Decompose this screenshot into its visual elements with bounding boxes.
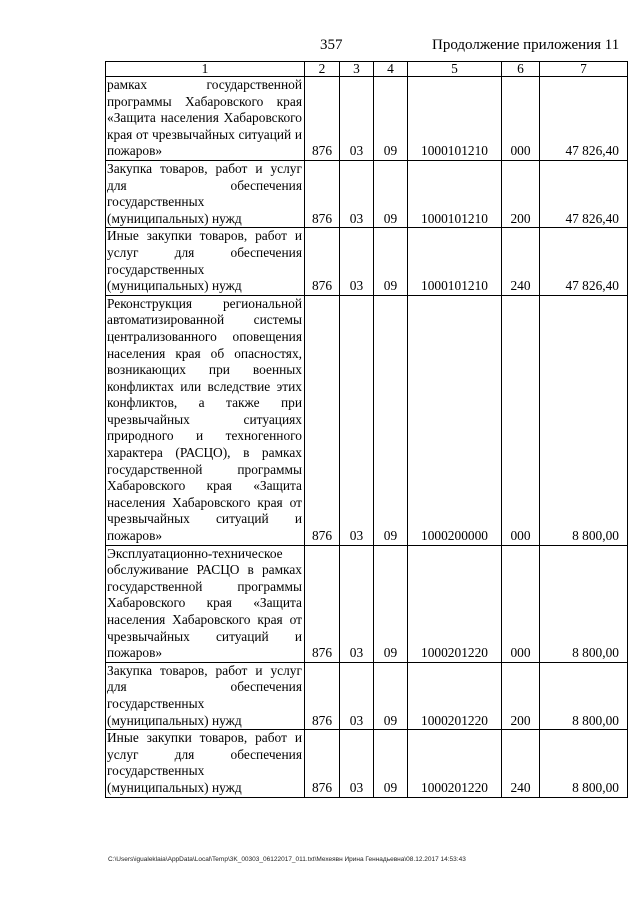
row-section-code: 03 — [340, 662, 374, 729]
header-cell-5: 5 — [408, 62, 502, 77]
row-section-code: 03 — [340, 77, 374, 161]
row-amount: 8 800,00 — [540, 662, 628, 729]
row-expense-type: 240 — [502, 228, 540, 295]
row-subsection-code: 09 — [374, 160, 408, 227]
row-ministry-code: 876 — [305, 730, 340, 797]
header-cell-3: 3 — [340, 62, 374, 77]
row-amount: 8 800,00 — [540, 295, 628, 545]
continuation-label: Продолжение приложения 11 — [432, 37, 620, 53]
file-path-footer: C:\Users\igualeklaia\AppData\Local\Temp\3K_00303_06122017_011.txt\Мехеявн Ирина Геннадьевна\08.12.2017 14:53:43 — [108, 856, 466, 863]
row-section-code: 03 — [340, 295, 374, 545]
row-subsection-code: 09 — [374, 662, 408, 729]
row-subsection-code: 09 — [374, 295, 408, 545]
row-subsection-code: 09 — [374, 730, 408, 797]
row-description: рамках государственной программы Хабаровского края «Защита населения Хабаровского края от чрезвычайных ситуаций и пожаров» — [106, 77, 305, 161]
row-expense-type: 240 — [502, 730, 540, 797]
row-subsection-code: 09 — [374, 545, 408, 662]
row-expense-type: 000 — [502, 295, 540, 545]
row-section-code: 03 — [340, 545, 374, 662]
row-expense-type: 200 — [502, 160, 540, 227]
table-row — [106, 662, 628, 729]
table-row — [106, 295, 628, 545]
row-ministry-code: 876 — [305, 662, 340, 729]
row-expense-type: 000 — [502, 77, 540, 161]
row-ministry-code: 876 — [305, 160, 340, 227]
row-target-code: 1000101210 — [408, 160, 502, 227]
header-cell-4: 4 — [374, 62, 408, 77]
row-expense-type: 000 — [502, 545, 540, 662]
table-row — [106, 228, 628, 295]
row-description: Иные закупки товаров, работ и услуг для обеспечения государственных (муниципальных) нужд — [106, 730, 305, 797]
row-target-code: 1000101210 — [408, 228, 502, 295]
page-number: 357 — [320, 37, 343, 53]
row-target-code: 1000201220 — [408, 545, 502, 662]
row-description: Эксплуатационно-техническое обслуживание РАСЦО в рамках государственной программы Хабаровского края «Защита населения Хабаровского края от чрезвычайных ситуаций и пожаров» — [106, 545, 305, 662]
row-ministry-code: 876 — [305, 295, 340, 545]
row-ministry-code: 876 — [305, 228, 340, 295]
row-description: Закупка товаров, работ и услуг для обеспечения государственных (муниципальных) нужд — [106, 662, 305, 729]
header-cell-1: 1 — [106, 62, 305, 77]
header-cell-2: 2 — [305, 62, 340, 77]
header-cell-7: 7 — [540, 62, 628, 77]
row-target-code: 1000101210 — [408, 77, 502, 161]
row-ministry-code: 876 — [305, 545, 340, 662]
row-description: Реконструкция региональной автоматизированной системы централизованного оповещения населения края об опасностях, возникающих при военных конфликтах или вследствие этих конфликтов, а также при чрезвычайных ситуациях природного и техногенного характера (РАСЦО), в рамках государственной программы Хабаровского края «Защита населения Хабаровского края от чрезвычайных ситуаций и пожаров» — [106, 295, 305, 545]
row-description: Иные закупки товаров, работ и услуг для обеспечения государственных (муниципальных) нужд — [106, 228, 305, 295]
header-row — [106, 62, 628, 77]
row-target-code: 1000200000 — [408, 295, 502, 545]
row-section-code: 03 — [340, 228, 374, 295]
row-description: Закупка товаров, работ и услуг для обеспечения государственных (муниципальных) нужд — [106, 160, 305, 227]
row-amount: 47 826,40 — [540, 160, 628, 227]
table-row — [106, 77, 628, 161]
table-row — [106, 160, 628, 227]
row-section-code: 03 — [340, 160, 374, 227]
header-cell-6: 6 — [502, 62, 540, 77]
row-amount: 8 800,00 — [540, 730, 628, 797]
row-subsection-code: 09 — [374, 228, 408, 295]
row-subsection-code: 09 — [374, 77, 408, 161]
table-row — [106, 545, 628, 662]
row-ministry-code: 876 — [305, 77, 340, 161]
row-expense-type: 200 — [502, 662, 540, 729]
row-target-code: 1000201220 — [408, 662, 502, 729]
row-amount: 8 800,00 — [540, 545, 628, 662]
budget-table — [105, 61, 628, 798]
row-amount: 47 826,40 — [540, 228, 628, 295]
row-section-code: 03 — [340, 730, 374, 797]
row-target-code: 1000201220 — [408, 730, 502, 797]
row-amount: 47 826,40 — [540, 77, 628, 161]
table-row — [106, 730, 628, 797]
